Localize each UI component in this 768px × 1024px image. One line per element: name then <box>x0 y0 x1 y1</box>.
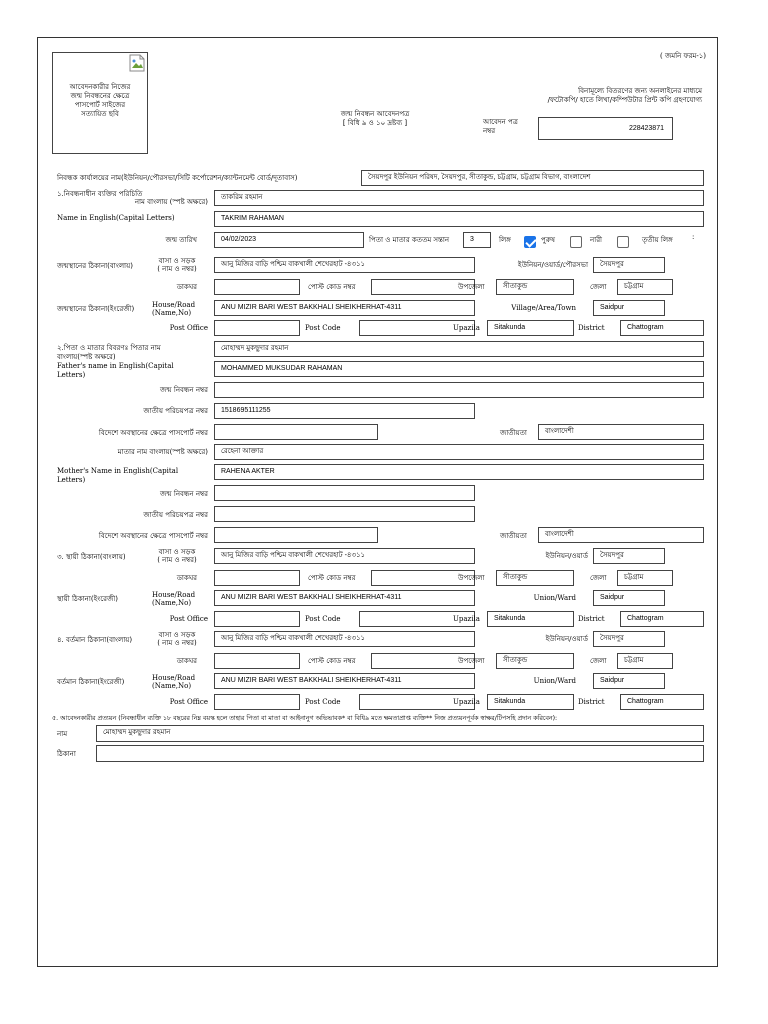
dob-field[interactable]: 04/02/2023 <box>214 232 364 248</box>
perm-upazila-bn-label: উপজেলা <box>458 574 485 582</box>
permanent-union-en-field[interactable]: Saidpur <box>593 590 665 606</box>
applicant-address-field[interactable] <box>96 745 704 762</box>
third-gender-label: তৃতীয় লিঙ্গ <box>642 236 673 244</box>
permanent-post-office-en-field[interactable] <box>214 611 300 627</box>
current-en-label: বর্তমান ঠিকানা(ইংরেজী) <box>57 678 125 686</box>
cur-union-en-label: Union/Ward <box>533 677 576 685</box>
current-upazila-bn-field[interactable]: সীতাকুন্ড <box>496 653 574 669</box>
father-name-en-field[interactable]: MOHAMMED MUKSUDAR RAHAMAN <box>214 361 704 377</box>
office-label: নিবন্ধক কার্যালয়ের নাম(ইউনিয়ন/পৌরসভা/সিটি কর্পোরেশন/ক্যান্টনমেন্ট বোর্ড/দূতাবাস) <box>57 174 298 182</box>
district-en-label: District <box>578 324 605 332</box>
photo-caption-2: জন্ম নিবন্ধনের ক্ষেত্রে <box>70 92 130 100</box>
permanent-house-bn-field[interactable]: আনু মিজির বাড়ি পশ্চিম বাকখালী শেখেরহাট -৪৩১১ <box>214 548 475 564</box>
cur-house-en-label-2: (Name,No) <box>152 682 192 690</box>
upazila-bn-label: উপজেলা <box>458 283 485 291</box>
perm-district-en-label: District <box>578 615 605 623</box>
current-district-bn-field[interactable]: চট্টগ্রাম <box>617 653 673 669</box>
current-post-office-bn-field[interactable] <box>214 653 300 669</box>
mother-nid-label: জাতীয় পরিচয়পত্র নম্বর <box>143 511 208 519</box>
permanent-post-office-bn-field[interactable] <box>214 570 300 586</box>
perm-house-bn-label: বাসা ও সড়ক <box>158 548 196 556</box>
name-en-field[interactable]: TAKRIM RAHAMAN <box>214 211 704 227</box>
father-passport-label: বিদেশে অবস্থানের ক্ষেত্রে পাসপোর্ট নম্বর <box>98 429 208 437</box>
perm-house-en-label-2: (Name,No) <box>152 599 192 607</box>
instruction-2: /ফটোকপি/ হাতে লিখা/কম্পিউটার প্রিন্ট কপি গ্রহণযোগ্য <box>547 96 702 104</box>
father-nationality-field[interactable]: বাংলাদেশী <box>538 424 704 440</box>
post-office-bn-label: ডাকঘর <box>176 283 197 291</box>
child-order-field[interactable]: 3 <box>463 232 491 248</box>
applicant-address-label: ঠিকানা <box>57 750 76 758</box>
female-label: নারী <box>590 236 603 244</box>
birthplace-district-bn-field[interactable]: চট্টগ্রাম <box>617 279 673 295</box>
mother-nid-field[interactable] <box>214 506 475 522</box>
current-house-bn-field[interactable]: আনু মিজির বাড়ি পশ্চিম বাকখালী শেখেরহাট -৪৩১১ <box>214 631 475 647</box>
mother-nationality-field[interactable]: বাংলাদেশী <box>538 527 704 543</box>
birthplace-house-en-field[interactable]: ANU MIZIR BARI WEST BAKKHALI SHEIKHERHAT-4311 <box>214 300 475 316</box>
father-nationality-label: জাতীয়তা <box>500 429 527 437</box>
father-nid-label: জাতীয় পরিচয়পত্র নম্বর <box>143 407 208 415</box>
perm-house-en-label: House/Road <box>152 591 196 599</box>
father-name-en-label-2: Letters) <box>57 371 86 379</box>
house-en-label-2: (Name,No) <box>152 309 192 317</box>
applicant-name-label: নাম <box>57 730 68 738</box>
instruction-1: বিনামূল্যে বিতরণের জন্য অনলাইনের মাধ্যমে <box>578 87 702 95</box>
name-bn-field[interactable]: তাকরিম রহমান <box>214 190 704 206</box>
name-bn-label: নাম বাংলায় (স্পষ্ট অক্ষরে) <box>134 198 208 206</box>
cur-house-bn-label-2: ( নাম ও নম্বর) <box>157 639 197 647</box>
male-checkbox[interactable] <box>524 236 536 248</box>
application-number-label-2: নম্বর <box>483 127 496 135</box>
photo-caption-1: আবেদনকারীর নিজের <box>69 83 131 91</box>
mother-name-en-field[interactable]: RAHENA AKTER <box>214 464 704 480</box>
dob-label: জন্ম তারিখ <box>165 236 197 244</box>
district-bn-label: জেলা <box>590 283 607 291</box>
female-checkbox[interactable] <box>570 236 582 248</box>
form-number: ( জমনি ফরম-১) <box>659 52 706 60</box>
village-label: Village/Area/Town <box>511 304 576 312</box>
cur-district-en-label: District <box>578 698 605 706</box>
form-rule: [ বিধি ৯ ও ১০ দ্রষ্টব্য ] <box>342 119 408 127</box>
permanent-upazila-en-field[interactable]: Sitakunda <box>487 611 574 627</box>
application-number-label: আবেদন পত্র <box>483 118 518 126</box>
applicant-note: ৫. আবেদনকারীর প্রত্যয়ন (নিবন্ধাধীন ব্যক্তি ১৮ বছরের নিম্ন বয়স্ক হলে তাহার পিতা বা মাতা বা আইনানুগ অভিভাবক* বা বিধি৯ মতে ক্ষমতাপ্রাপ্ত ব্যক্তি** নিজ প্রত্যয়নপূর্বক স্বাক্ষর/টিপসহি প্রদান করিবেন): <box>52 715 558 722</box>
permanent-bn-label: ৩. স্থায়ী ঠিকানা(বাংলায়) <box>57 553 126 561</box>
office-field[interactable]: সৈয়দপুর ইউনিয়ন পরিষদ, সৈয়দপুর, সীতাকুন্ড, চট্টগ্রাম, চট্টগ্রাম বিভাগ, বাংলাদেশ <box>361 170 704 186</box>
birthplace-post-office-bn-field[interactable] <box>214 279 300 295</box>
perm-upazila-en-label: Upazila <box>453 615 480 623</box>
form-title: জন্ম নিবন্ধন আবেদনপত্র <box>340 110 410 118</box>
birthplace-union-label: ইউনিয়ন/ওয়ার্ড/পৌরসভা <box>517 261 588 269</box>
cur-upazila-bn-label: উপজেলা <box>458 657 485 665</box>
perm-post-office-en-label: Post Office <box>169 615 208 623</box>
permanent-union-bn-field[interactable]: সৈয়দপুর <box>593 548 665 564</box>
section-1-heading: ১.নিবন্ধনাধীন ব্যক্তির পরিচিতি <box>57 190 143 198</box>
birthplace-union-bn-field[interactable]: সৈয়দপুর <box>593 257 665 273</box>
current-union-label: ইউনিয়ন/ওয়ার্ড <box>545 635 588 643</box>
permanent-district-bn-field[interactable]: চট্টগ্রাম <box>617 570 673 586</box>
current-district-en-field[interactable]: Chattogram <box>620 694 704 710</box>
birthplace-post-office-en-field[interactable] <box>214 320 300 336</box>
colon-mark: : <box>692 233 695 241</box>
mother-birth-reg-field[interactable] <box>214 485 475 501</box>
post-office-en-label: Post Office <box>169 324 208 332</box>
father-birth-reg-label: জন্ম নিবন্ধন নম্বর <box>160 386 208 394</box>
perm-post-code-en-label: Post Code <box>305 615 341 623</box>
birthplace-upazila-bn-field[interactable]: সীতাকুন্ড <box>496 279 574 295</box>
birthplace-upazila-en-field[interactable]: Sitakunda <box>487 320 574 336</box>
permanent-union-label: ইউনিয়ন/ওয়ার্ড <box>545 552 588 560</box>
child-order-label: পিতা ও মাতার কততম সন্তান <box>369 236 450 244</box>
photo-caption-4: সত্যায়িত ছবি <box>81 110 119 118</box>
perm-union-en-label: Union/Ward <box>533 594 576 602</box>
cur-house-bn-label: বাসা ও সড়ক <box>158 631 196 639</box>
current-bn-label: ৪. বর্তমান ঠিকানা(বাংলায়) <box>57 636 133 644</box>
perm-district-bn-label: জেলা <box>590 574 607 582</box>
upazila-en-label: Upazila <box>453 324 480 332</box>
third-gender-checkbox[interactable] <box>617 236 629 248</box>
current-union-bn-field[interactable]: সৈয়দপুর <box>593 631 665 647</box>
cur-house-en-label: House/Road <box>152 674 196 682</box>
father-name-en-label: Father's name in English(Capital <box>57 362 174 370</box>
father-nid-field[interactable]: 1518695111255 <box>214 403 475 419</box>
current-union-en-field[interactable]: Saidpur <box>593 673 665 689</box>
mother-birth-reg-label: জন্ম নিবন্ধন নম্বর <box>160 490 208 498</box>
mother-name-bn-label: মাতার নাম বাংলায়(স্পষ্ট অক্ষরে) <box>117 448 208 456</box>
mother-name-en-label: Mother's Name in English(Capital <box>57 467 179 475</box>
permanent-house-en-field[interactable]: ANU MIZIR BARI WEST BAKKHALI SHEIKHERHAT-4311 <box>214 590 475 606</box>
cur-post-code-en-label: Post Code <box>305 698 341 706</box>
photo-caption-3: পাসপোর্ট সাইজের <box>74 101 126 109</box>
permanent-upazila-bn-field[interactable]: সীতাকুন্ড <box>496 570 574 586</box>
broken-image-icon <box>127 53 147 73</box>
name-en-label: Name in English(Capital Letters) <box>57 214 175 222</box>
cur-post-office-bn-label: ডাকঘর <box>176 657 197 665</box>
father-passport-field[interactable] <box>214 424 378 440</box>
mother-passport-label: বিদেশে অবস্থানের ক্ষেত্রে পাসপোর্ট নম্বর <box>98 532 208 540</box>
house-bn-label: বাসা ও সড়ক <box>158 257 196 265</box>
perm-post-office-bn-label: ডাকঘর <box>176 574 197 582</box>
birthplace-bn-label: জন্মস্থানের ঠিকানা(বাংলায়) <box>57 262 133 270</box>
house-en-label: House/Road <box>152 301 196 309</box>
sex-label: লিঙ্গ <box>499 236 511 244</box>
mother-name-en-label-2: Letters) <box>57 476 86 484</box>
cur-district-bn-label: জেলা <box>590 657 607 665</box>
father-name-bn-label-2: বাংলায়(স্পষ্ট অক্ষরে) <box>57 353 116 361</box>
cur-upazila-en-label: Upazila <box>453 698 480 706</box>
male-label: পুরুষ <box>541 236 555 244</box>
father-name-bn-label: ২.পিতা ও মাতার বিবরণঃ পিতার নাম <box>57 344 161 352</box>
mother-name-bn-field[interactable]: রেহেনা আক্তার <box>214 444 704 460</box>
current-house-en-field[interactable]: ANU MIZIR BARI WEST BAKKHALI SHEIKHERHAT-4311 <box>214 673 475 689</box>
father-birth-reg-field[interactable] <box>214 382 704 398</box>
current-upazila-en-field[interactable]: Sitakunda <box>487 694 574 710</box>
post-code-bn-label: পোস্ট কোড নম্বর <box>308 283 356 291</box>
perm-house-bn-label-2: ( নাম ও নম্বর) <box>157 556 197 564</box>
father-name-bn-field[interactable]: মোহাম্মদ মুকছুদার রহমান <box>214 341 704 357</box>
mother-passport-field[interactable] <box>214 527 378 543</box>
birthplace-union-en-field[interactable]: Saidpur <box>593 300 665 316</box>
permanent-district-en-field[interactable]: Chattogram <box>620 611 704 627</box>
birthplace-house-bn-field[interactable]: আনু মিজির বাড়ি পশ্চিম বাকখালী শেখেরহাট -৪৩১১ <box>214 257 475 273</box>
mother-nationality-label: জাতীয়তা <box>500 532 527 540</box>
house-bn-label-2: ( নাম ও নম্বর) <box>157 265 197 273</box>
cur-post-code-bn-label: পোস্ট কোড নম্বর <box>308 657 356 665</box>
current-post-office-en-field[interactable] <box>214 694 300 710</box>
birthplace-district-en-field[interactable]: Chattogram <box>620 320 704 336</box>
applicant-name-field[interactable]: মোহাম্মদ মুকছুদার রহমান <box>96 725 704 742</box>
application-number-field[interactable]: 228423871 <box>538 117 673 140</box>
perm-post-code-bn-label: পোস্ট কোড নম্বর <box>308 574 356 582</box>
post-code-en-label: Post Code <box>305 324 341 332</box>
cur-post-office-en-label: Post Office <box>169 698 208 706</box>
birthplace-en-label: জন্মস্থানের ঠিকানা(ইংরেজী) <box>57 305 135 313</box>
permanent-en-label: স্থায়ী ঠিকানা(ইংরেজী) <box>57 595 118 603</box>
